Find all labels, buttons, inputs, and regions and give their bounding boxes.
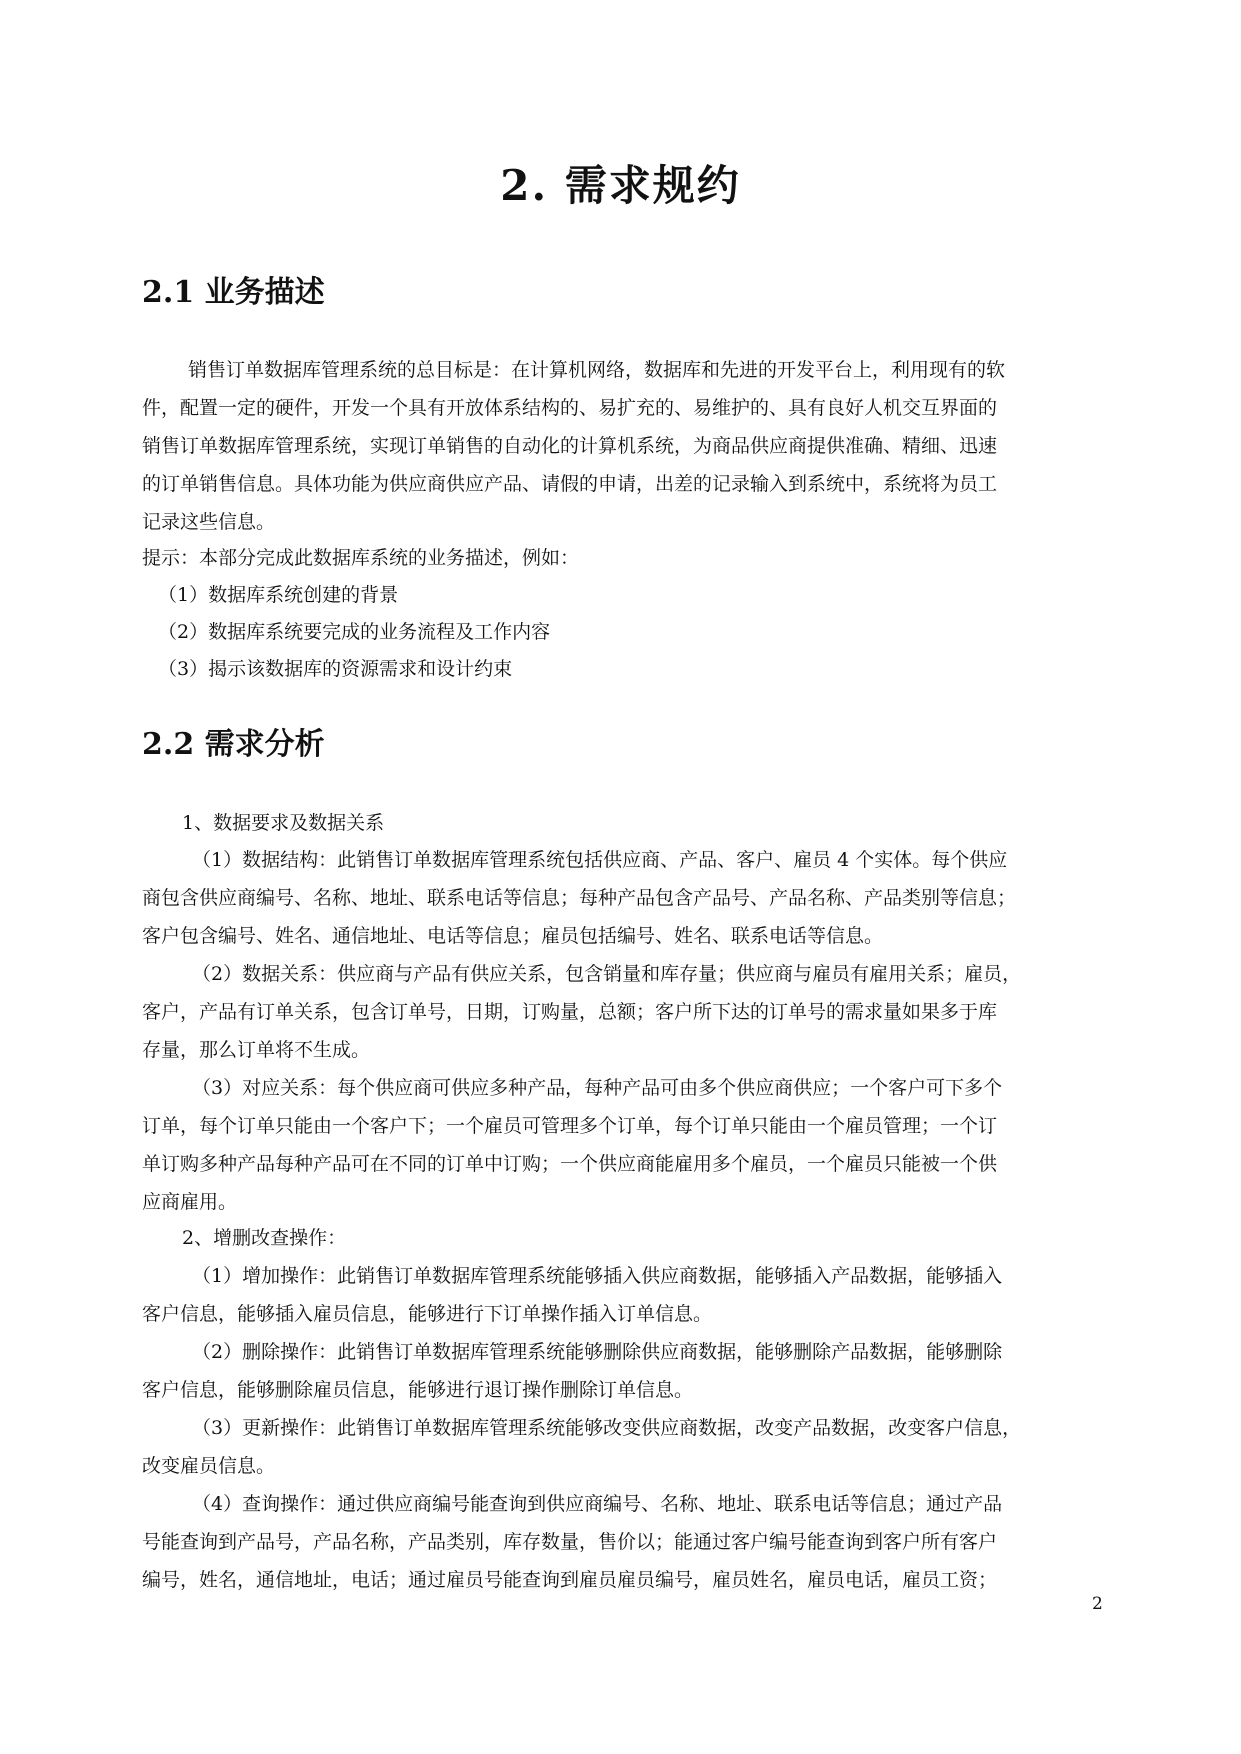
paragraph-line: 改变雇员信息。 [142,1455,276,1477]
paragraph-line: 记录这些信息。 [142,511,276,533]
paragraph-line: 存量，那么订单将不生成。 [142,1039,371,1061]
list-item: （1）数据库系统创建的背景 [158,584,399,606]
hint-line: 提示：本部分完成此数据库系统的业务描述，例如： [142,547,580,569]
subsection-heading: 1、数据要求及数据关系 [182,812,385,834]
list-item: （3）揭示该数据库的资源需求和设计约束 [158,658,513,680]
section-title-business-description: 2.1 业务描述 [142,275,325,310]
paragraph-line: 销售订单数据库管理系统，实现订单销售的自动化的计算机系统，为商品供应商提供准确、精细、迅速 [142,435,998,457]
paragraph-line: 订单，每个订单只能由一个客户下；一个雇员可管理多个订单，每个订单只能由一个雇员管理；一个订 [142,1115,998,1137]
paragraph-line: 的订单销售信息。具体功能为供应商供应产品、请假的申请，出差的记录输入到系统中，系统将为员工 [142,473,998,495]
chapter-title: 2. 需求规约 [500,161,741,210]
paragraph-line: 号能查询到产品号，产品名称，产品类别，库存数量，售价以；能通过客户编号能查询到客户所有客户 [142,1531,998,1553]
list-item: （2）数据库系统要完成的业务流程及工作内容 [158,621,551,643]
subsection-heading: 2、增删改查操作： [182,1227,347,1249]
paragraph-line: 件，配置一定的硬件，开发一个具有开放体系结构的、易扩充的、易维护的、具有良好人机交互界面的 [142,397,998,419]
paragraph-line: （4）查询操作：通过供应商编号能查询到供应商编号、名称、地址、联系电话等信息；通过产品 [192,1493,1003,1515]
paragraph-line: （1）数据结构：此销售订单数据库管理系统包括供应商、产品、客户、雇员 4 个实体。每个供应 [192,849,1008,871]
paragraph-line: （3）对应关系：每个供应商可供应多种产品，每种产品可由多个供应商供应；一个客户可下多个 [192,1077,1003,1099]
paragraph-line: 应商雇用。 [142,1191,238,1213]
paragraph-line: （1）增加操作：此销售订单数据库管理系统能够插入供应商数据，能够插入产品数据，能够插入 [192,1265,1003,1287]
paragraph-line: 客户，产品有订单关系，包含订单号，日期，订购量，总额；客户所下达的订单号的需求量如果多于库 [142,1001,998,1023]
paragraph-line: （2）删除操作：此销售订单数据库管理系统能够删除供应商数据，能够删除产品数据，能够删除 [192,1341,1003,1363]
paragraph-line: 客户包含编号、姓名、通信地址、电话等信息；雇员包括编号、姓名、联系电话等信息。 [142,925,884,947]
paragraph-line: （2）数据关系：供应商与产品有供应关系，包含销量和库存量；供应商与雇员有雇用关系；雇员， [192,963,1022,985]
section-title-requirements-analysis: 2.2 需求分析 [142,727,325,762]
paragraph-line: 单订购多种产品每种产品可在不同的订单中订购；一个供应商能雇用多个雇员，一个雇员只能被一个供 [142,1153,998,1175]
paragraph-line: 客户信息，能够插入雇员信息，能够进行下订单操作插入订单信息。 [142,1303,713,1325]
paragraph-line: 客户信息，能够删除雇员信息，能够进行退订操作删除订单信息。 [142,1379,694,1401]
page-number: 2 [1092,1594,1103,1614]
paragraph-line: 商包含供应商编号、名称、地址、联系电话等信息；每种产品包含产品号、产品名称、产品类别等信息； [142,887,1017,909]
paragraph-line: 销售订单数据库管理系统的总目标是：在计算机网络，数据库和先进的开发平台上，利用现有的软 [188,359,1006,381]
paragraph-line: 编号，姓名，通信地址，电话；通过雇员号能查询到雇员雇员编号，雇员姓名，雇员电话，雇员工资； [142,1569,998,1591]
paragraph-line: （3）更新操作：此销售订单数据库管理系统能够改变供应商数据，改变产品数据，改变客户信息， [192,1417,1022,1439]
